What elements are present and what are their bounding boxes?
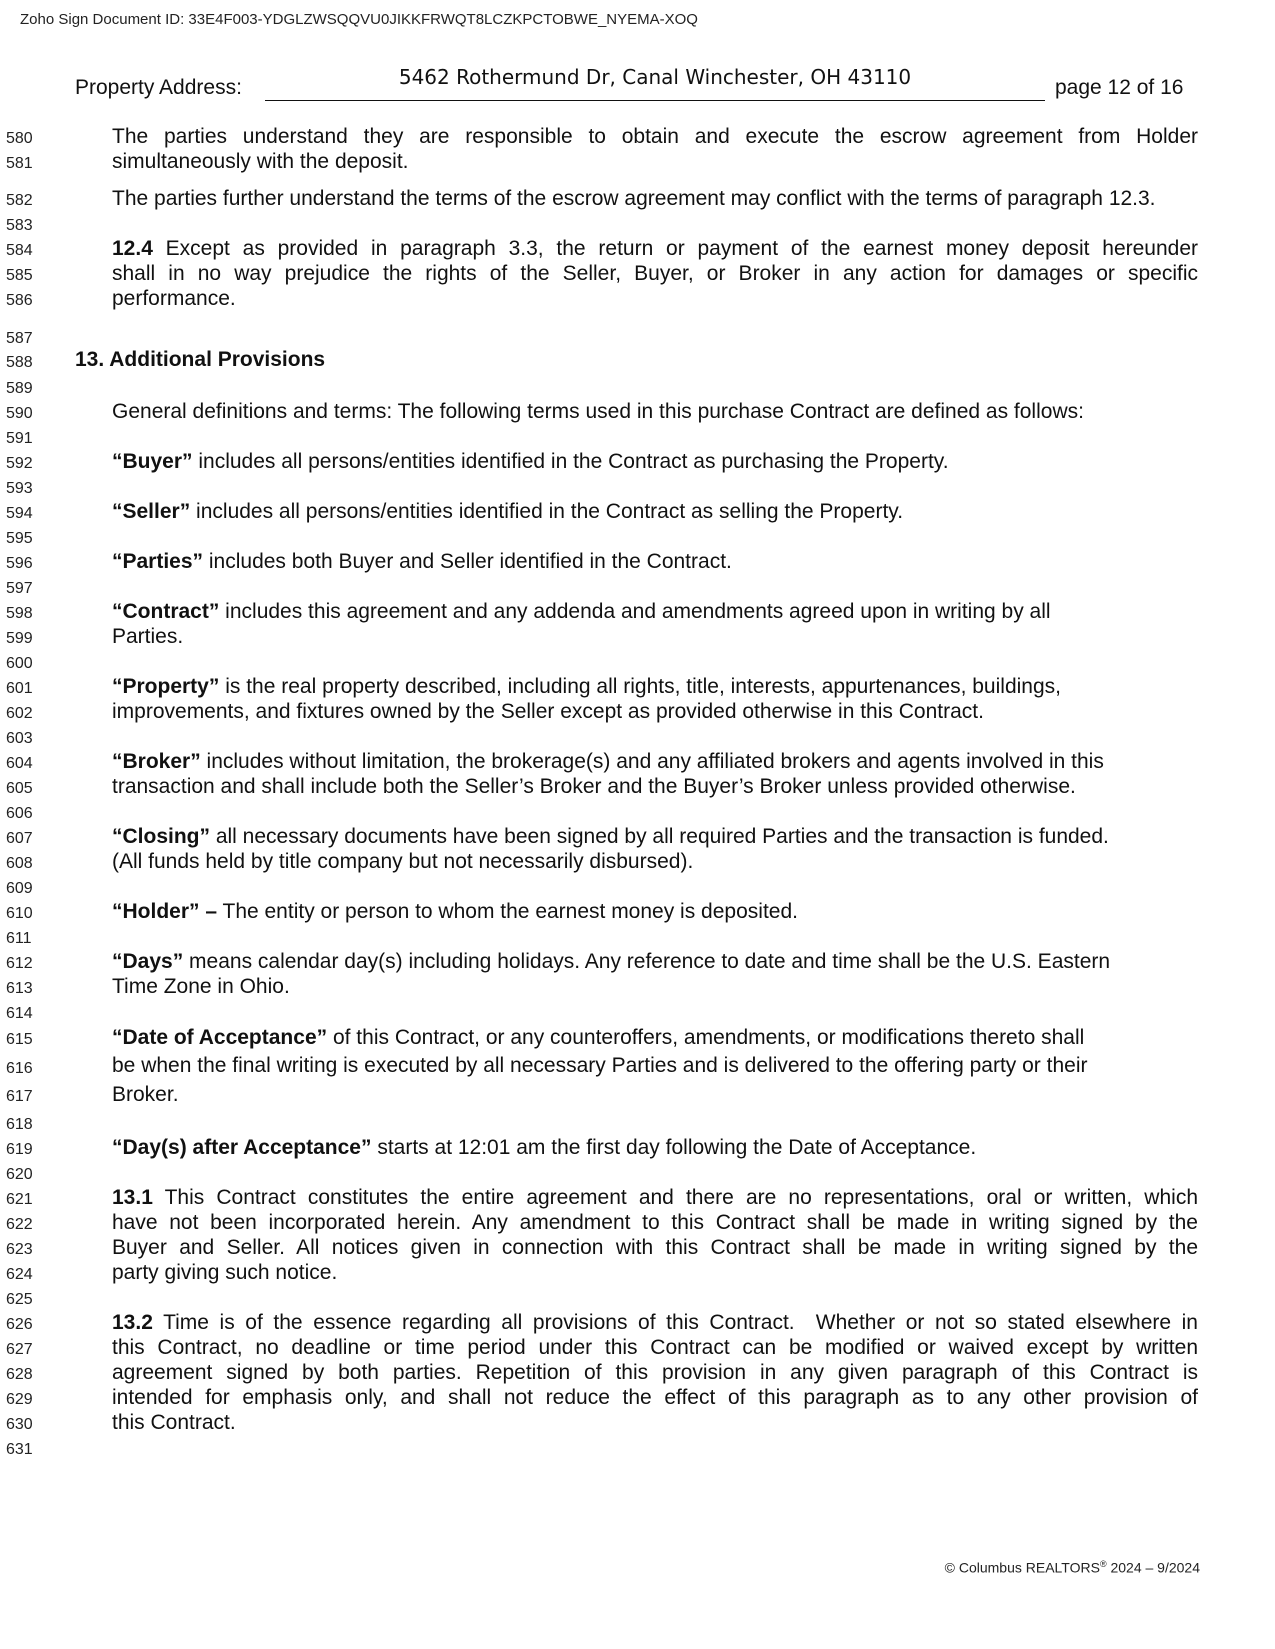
- def-closing-line-1: “Closing” all necessary documents have been signed by all required Parties and the transaction is funded.: [112, 825, 1109, 848]
- line-number: 612: [6, 955, 33, 972]
- line-number: 584: [6, 242, 33, 259]
- def-broker-line-2: transaction and shall include both the Seller’s Broker and the Buyer’s Broker unless provided otherwise.: [112, 775, 1076, 798]
- para-13-1-line-1: 13.1 This Contract constitutes the entire agreement and there are no representations, oral or written, which: [112, 1186, 1198, 1209]
- para-13-1-line-3: Buyer and Seller. All notices given in connection with this Contract shall be made in writing signed by the: [112, 1236, 1198, 1259]
- def-holder: “Holder” – The entity or person to whom the earnest money is deposited.: [112, 900, 798, 923]
- def-date-of-acceptance-line-1: “Date of Acceptance” of this Contract, or any counteroffers, amendments, or modifications thereto shall: [112, 1026, 1085, 1049]
- line-number: 613: [6, 980, 33, 997]
- line-number: 581: [6, 155, 33, 172]
- para-13-2-line-4: intended for emphasis only, and shall not reduce the effect of this paragraph as to any other provision of: [112, 1386, 1198, 1409]
- line-number: 624: [6, 1266, 33, 1283]
- property-address-header: [75, 65, 1205, 104]
- line-number: 585: [6, 267, 33, 284]
- para-13-2-number: 13.2: [112, 1311, 153, 1334]
- line-number: 593: [6, 480, 33, 497]
- line-number: 603: [6, 730, 33, 747]
- line-number: 610: [6, 905, 33, 922]
- definitions-intro: General definitions and terms: The following terms used in this purchase Contract are defined as follows:: [112, 400, 1084, 423]
- line-number: 605: [6, 780, 33, 797]
- line-number: 608: [6, 855, 33, 872]
- def-contract-line-2: Parties.: [112, 625, 184, 648]
- para-13-2-line-2: this Contract, no deadline or time period under this Contract can be modified or waived except by written: [112, 1336, 1198, 1359]
- line-number: 595: [6, 530, 33, 547]
- para-13-1-number: 13.1: [112, 1186, 153, 1209]
- para-12-4-line-1: 12.4 Except as provided in paragraph 3.3, the return or payment of the earnest money deposit hereunder: [112, 237, 1198, 260]
- page-number: page 12 of 16: [1055, 76, 1184, 99]
- line-number: 598: [6, 605, 33, 622]
- para-13-2-line-5: this Contract.: [112, 1411, 236, 1434]
- def-date-of-acceptance-line-3: Broker.: [112, 1083, 179, 1106]
- line-number: 582: [6, 192, 33, 209]
- def-property-line-2: improvements, and fixtures owned by the Seller except as provided otherwise in this Contract.: [112, 700, 984, 723]
- def-date-of-acceptance-line-2: be when the final writing is executed by all necessary Parties and is delivered to the offering party or their: [112, 1054, 1088, 1077]
- def-buyer: “Buyer” includes all persons/entities identified in the Contract as purchasing the Property.: [112, 450, 949, 473]
- def-parties: “Parties” includes both Buyer and Seller identified in the Contract.: [112, 550, 732, 573]
- line-number: 619: [6, 1141, 33, 1158]
- line-number: 597: [6, 580, 33, 597]
- para-12-4-number: 12.4: [112, 237, 153, 260]
- line-number: 586: [6, 292, 33, 309]
- line-number: 628: [6, 1366, 33, 1383]
- line-number: 617: [6, 1088, 33, 1105]
- escrow-line-1: The parties understand they are responsible to obtain and execute the escrow agreement from Holder: [112, 125, 1198, 148]
- line-number: 600: [6, 655, 33, 672]
- line-number: 614: [6, 1005, 33, 1022]
- line-number: 609: [6, 880, 33, 897]
- line-number: 627: [6, 1341, 33, 1358]
- line-number: 626: [6, 1316, 33, 1333]
- def-broker-line-1: “Broker” includes without limitation, the brokerage(s) and any affiliated brokers and agents involved in this: [112, 750, 1104, 773]
- line-number: 602: [6, 705, 33, 722]
- line-number: 630: [6, 1416, 33, 1433]
- line-number: 601: [6, 680, 33, 697]
- document-id: Zoho Sign Document ID: 33E4F003-YDGLZWSQQVU0JIKKFRWQT8LCZKPCTOBWE_NYEMA-XOQ: [20, 11, 698, 28]
- para-12-4-line-3: performance.: [112, 287, 236, 310]
- def-closing-line-2: (All funds held by title company but not necessarily disbursed).: [112, 850, 694, 873]
- copyright-footer: © Columbus REALTORS® 2024 – 9/2024: [944, 1559, 1200, 1576]
- line-number: 618: [6, 1116, 33, 1133]
- escrow-conflict-text: The parties further understand the terms of the escrow agreement may conflict with the terms of paragraph 12.3.: [112, 187, 1156, 210]
- def-days-line-1: “Days” means calendar day(s) including holidays. Any reference to date and time shall be the U.S. Eastern: [112, 950, 1111, 973]
- line-number: 594: [6, 505, 33, 522]
- line-number: 615: [6, 1031, 33, 1048]
- para-13-1-line-4: party giving such notice.: [112, 1261, 338, 1284]
- line-number: 620: [6, 1166, 33, 1183]
- def-days-line-2: Time Zone in Ohio.: [112, 975, 290, 998]
- line-number: 622: [6, 1216, 33, 1233]
- line-number: 606: [6, 805, 33, 822]
- def-seller: “Seller” includes all persons/entities identified in the Contract as selling the Property.: [112, 500, 904, 523]
- line-number: 583: [6, 217, 33, 234]
- escrow-line-2: simultaneously with the deposit.: [112, 150, 409, 173]
- line-number: 631: [6, 1441, 33, 1458]
- line-number: 625: [6, 1291, 33, 1308]
- para-13-2-line-3: agreement signed by both parties. Repetition of this provision in any given paragraph of this Contract is: [112, 1361, 1198, 1384]
- property-address-line: [265, 65, 1045, 101]
- line-number: 611: [6, 930, 32, 947]
- property-address-value: 5462 Rothermund Dr, Canal Winchester, OH 43110: [398, 65, 912, 89]
- def-contract-line-1: “Contract” includes this agreement and any addenda and amendments agreed upon in writing by all: [112, 600, 1051, 623]
- line-number: 589: [6, 380, 33, 397]
- para-13-1-line-2: have not been incorporated herein. Any amendment to this Contract shall be made in writing signed by the: [112, 1211, 1198, 1234]
- def-property-line-1: “Property” is the real property described, including all rights, title, interests, appurtenances, buildings,: [112, 675, 1061, 698]
- line-number: 623: [6, 1241, 33, 1258]
- line-number: 580: [6, 130, 33, 147]
- line-number: 607: [6, 830, 33, 847]
- line-number: 590: [6, 405, 33, 422]
- property-address-label: Property Address:: [75, 76, 242, 99]
- para-12-4-line-2: shall in no way prejudice the rights of the Seller, Buyer, or Broker in any action for damages or specific: [112, 262, 1198, 285]
- line-number: 629: [6, 1391, 33, 1408]
- line-number: 621: [6, 1191, 33, 1208]
- line-number: 596: [6, 555, 33, 572]
- line-number: 604: [6, 755, 33, 772]
- def-days-after-acceptance: “Day(s) after Acceptance” starts at 12:01 am the first day following the Date of Acceptance.: [112, 1136, 977, 1159]
- line-number: 588: [6, 354, 33, 371]
- para-13-2-line-1: 13.2 Time is of the essence regarding all provisions of this Contract. Whether or not so stated elsewhere in: [112, 1311, 1198, 1334]
- section-13-title: 13. Additional Provisions: [75, 348, 326, 371]
- line-number: 616: [6, 1060, 33, 1077]
- line-number: 592: [6, 455, 33, 472]
- line-number: 587: [6, 330, 33, 347]
- line-number: 591: [6, 430, 33, 447]
- line-number: 599: [6, 630, 33, 647]
